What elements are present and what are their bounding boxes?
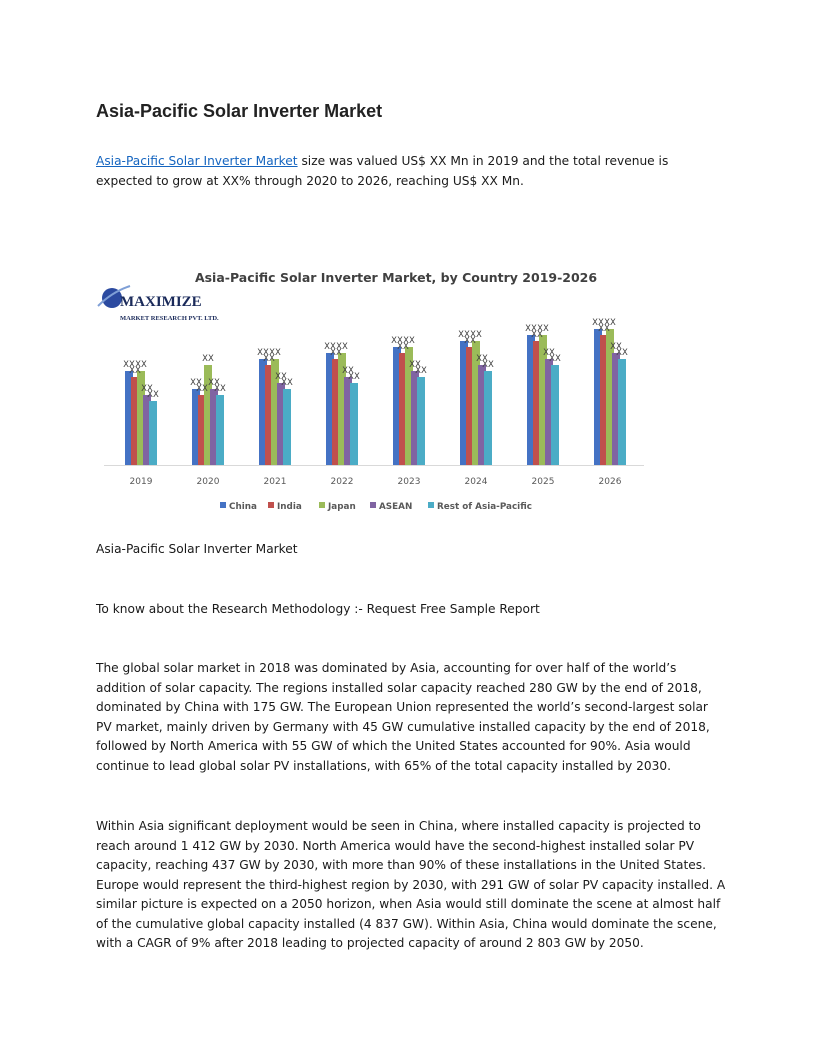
data-label: XX: [129, 366, 141, 376]
data-label: XX: [141, 384, 153, 394]
data-label: XX: [257, 348, 269, 358]
bar-rest-of-asia-pacific-2024: [484, 371, 492, 465]
data-label: XX: [604, 318, 616, 328]
x-tick-label: 2025: [531, 477, 555, 487]
bar-rest-of-asia-pacific-2026: [618, 359, 626, 465]
bar-rest-of-asia-pacific-2019: [149, 401, 157, 465]
bar-rest-of-asia-pacific-2020: [216, 395, 224, 465]
chart-legend: [220, 502, 532, 512]
data-label: XX: [482, 360, 494, 370]
data-label: XX: [549, 354, 561, 364]
legend-label: China: [229, 502, 257, 512]
data-label: XX: [531, 330, 543, 340]
data-label: XX: [342, 366, 354, 376]
bar-rest-of-asia-pacific-2022: [350, 383, 358, 465]
data-label: XX: [543, 348, 555, 358]
data-label: XX: [409, 360, 421, 370]
chart-caption: Asia-Pacific Solar Inverter Market: [96, 542, 298, 556]
data-label: XX: [281, 378, 293, 388]
data-label: XX: [208, 378, 220, 388]
data-label: XX: [263, 354, 275, 364]
data-label: XX: [324, 342, 336, 352]
logo-subtitle: MARKET RESEARCH PVT. LTD.: [120, 315, 219, 322]
legend-swatch: [220, 502, 226, 508]
legend-swatch: [428, 502, 434, 508]
legend-swatch: [370, 502, 376, 508]
data-label: XX: [214, 384, 226, 394]
data-label: XX: [336, 342, 348, 352]
legend-label: Japan: [328, 502, 356, 512]
intro-text: size was valued US$ XX Mn in 2019 and the total revenue is expected to grow at XX% through 2020 to 2026, reaching US$ XX Mn.: [96, 154, 669, 188]
x-tick-label: 2020: [196, 477, 220, 487]
page-title: Asia-Pacific Solar Inverter Market: [96, 101, 383, 121]
logo-name: MAXIMIZE: [120, 294, 202, 310]
logo: [98, 286, 219, 322]
data-label: XX: [330, 348, 342, 358]
x-tick-label: 2023: [397, 477, 421, 487]
x-tick-labels: [130, 477, 622, 487]
bar-rest-of-asia-pacific-2021: [283, 389, 291, 465]
bar-rest-of-asia-pacific-2025: [551, 365, 559, 465]
legend-swatch: [268, 502, 274, 508]
data-label: XX: [415, 366, 427, 376]
intro-paragraph: [96, 152, 726, 191]
data-label: XX: [275, 372, 287, 382]
data-label: XX: [397, 342, 409, 352]
legend-label: Rest of Asia-Pacific: [437, 502, 532, 512]
x-tick-label: 2019: [129, 477, 153, 487]
bar-rest-of-asia-pacific-2023: [417, 377, 425, 465]
chart-figure: [96, 262, 652, 520]
data-label: XX: [476, 354, 488, 364]
body-paragraph-2: Within Asia significant deployment would be seen in China, where installed capacity is projected to reach around 1 412 GW by 2030. North America would have the second-highest installed solar PV capacity, reaching 437 GW by 2030, with more than 90% of these installations in the United States. Europe would represent the third-highest region by 2030, with 291 GW of solar PV capacity installed. A similar picture is expected on a 2050 horizon, when Asia would still dominate the scene at almost half of the cumulative global capacity installed (4 837 GW). Within Asia, China would dominate the scene, with a CAGR of 9% after 2018 leading to projected capacity of around 2 803 GW by 2050.: [96, 819, 726, 950]
data-label: XX: [147, 390, 159, 400]
x-tick-label: 2021: [263, 477, 287, 487]
x-tick-label: 2024: [464, 477, 488, 487]
data-label: XX: [525, 324, 537, 334]
data-label: XX: [616, 348, 628, 358]
legend-label: ASEAN: [379, 502, 413, 512]
data-label: XX: [269, 348, 281, 358]
data-label: XX: [391, 336, 403, 346]
bar-chart: [96, 262, 652, 520]
legend-label: India: [277, 502, 302, 512]
data-label: XX: [403, 336, 415, 346]
data-label: XX: [202, 354, 214, 364]
body-paragraph-1: The global solar market in 2018 was dominated by Asia, accounting for over half of the world’s addition of solar capacity. The regions installed solar capacity reached 280 GW by the end of 2018, dominated by China with 175 GW. The European Union represented the world’s second-largest solar PV market, mainly driven by Germany with 45 GW cumulative installed capacity by the end of 2018, followed by North America with 55 GW of which the United States accounted for 90%. Asia would continue to lead global solar PV installations, with 65% of the total capacity installed by 2030.: [96, 661, 710, 773]
chart-title: Asia-Pacific Solar Inverter Market, by Country 2019-2026: [194, 270, 598, 285]
x-tick-label: 2026: [598, 477, 622, 487]
data-label: XX: [458, 330, 470, 340]
x-tick-label: 2022: [330, 477, 354, 487]
data-label: XX: [196, 384, 208, 394]
market-report-link[interactable]: Asia-Pacific Solar Inverter Market: [96, 154, 298, 168]
data-label: XX: [464, 336, 476, 346]
data-label: XX: [537, 324, 549, 334]
methodology-line: To know about the Research Methodology :- Request Free Sample Report: [96, 602, 540, 616]
data-label: XX: [123, 360, 135, 370]
data-label: XX: [348, 372, 360, 382]
data-label: XX: [592, 318, 604, 328]
legend-swatch: [319, 502, 325, 508]
data-label: XX: [598, 324, 610, 334]
data-label: XX: [135, 360, 147, 370]
data-label: XX: [190, 378, 202, 388]
data-label: XX: [470, 330, 482, 340]
data-label: XX: [610, 342, 622, 352]
